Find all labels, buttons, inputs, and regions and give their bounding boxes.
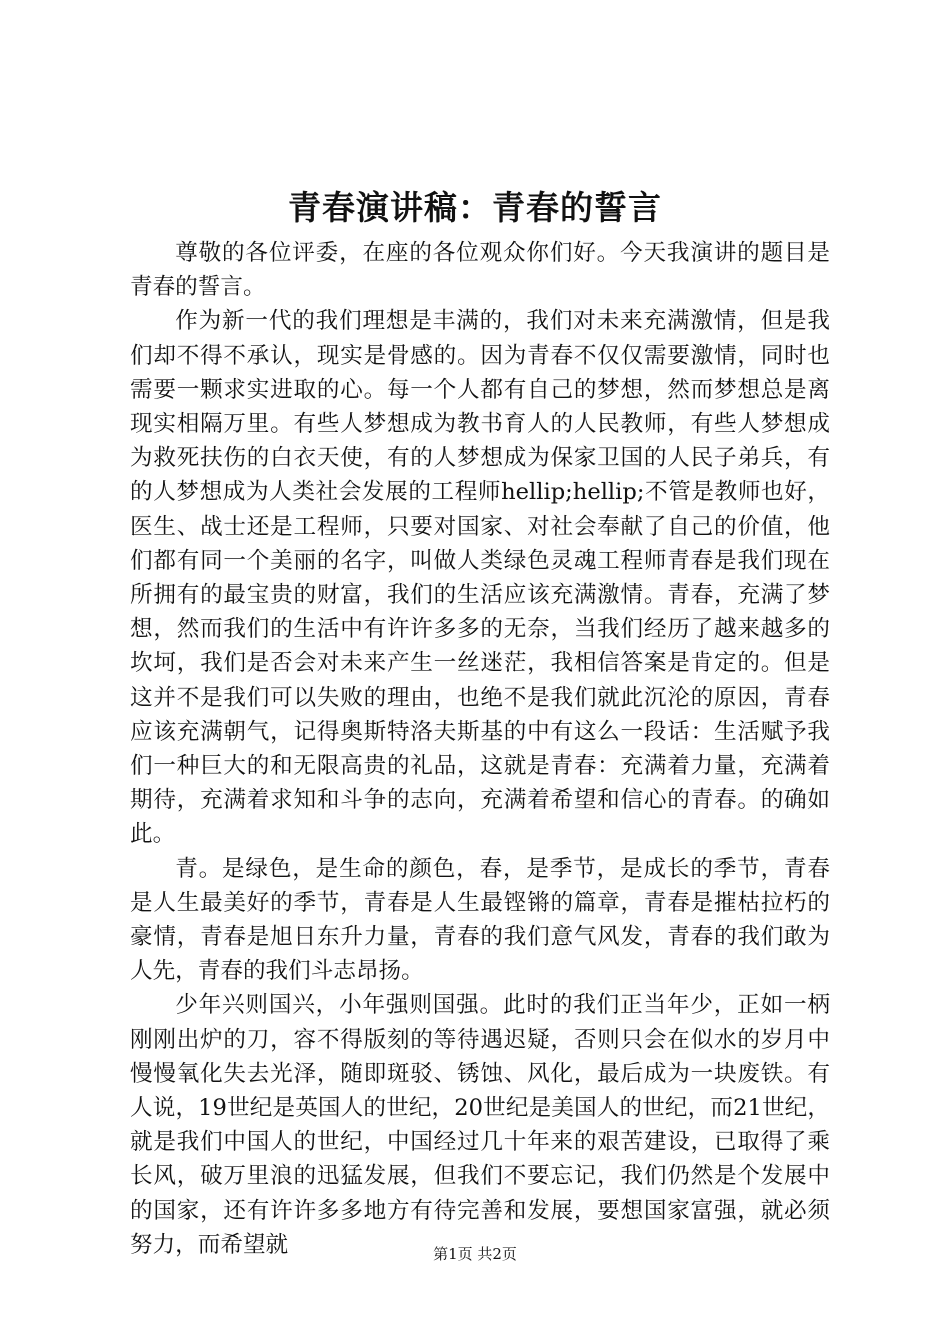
- paragraph-3: 青。是绿色，是生命的颜色，春，是季节，是成长的季节，青春是人生最美好的季节，青春是人生最铿锵的篇章，青春是摧枯拉朽的豪情，青春是旭日东升力量，青春的我们意气风发，青春的我们敢为人先，青春的我们斗志昂扬。: [130, 855, 830, 985]
- document-body: [130, 236, 830, 1262]
- paragraph-2: 作为新一代的我们理想是丰满的，我们对未来充满激情，但是我们却不得不承认，现实是骨感的。因为青春不仅仅需要激情，同时也需要一颗求实进取的心。每一个人都有自己的梦想，然而梦想总是离现实相隔万里。有些人梦想成为教书育人的人民教师，有些人梦想成为救死扶伤的白衣天使，有的人梦想成为保家卫国的人民子弟兵，有的人梦想成为人类社会发展的工程师hellip;hellip;不管是教师也好，医生、战士还是工程师，只要对国家、对社会奉献了自己的价值，他们都有同一个美丽的名字，叫做人类绿色灵魂工程师青春是我们现在所拥有的最宝贵的财富，我们的生活应该充满激情。青春，充满了梦想，然而我们的生活中有许许多多的无奈，当我们经历了越来越多的坎坷，我们是否会对未来产生一丝迷茫，我相信答案是肯定的。但是这并不是我们可以失败的理由，也绝不是我们就此沉沦的原因，青春应该充满朝气，记得奥斯特洛夫斯基的中有这么一段话：生活赋予我们一种巨大的和无限高贵的礼品，这就是青春：充满着力量，充满着期待，充满着求知和斗争的志向，充满着希望和信心的青春。的确如此。: [130, 308, 830, 848]
- page-number-footer: 第1页 共2页: [433, 1245, 517, 1263]
- paragraph-1: 尊敬的各位评委，在座的各位观众你们好。今天我演讲的题目是青春的誓言。: [130, 240, 830, 301]
- paragraph-4: 少年兴则国兴，小年强则国强。此时的我们正当年少，正如一柄刚刚出炉的刀，容不得版刻的等待遇迟疑，否则只会在似水的岁月中慢慢氧化失去光泽，随即斑驳、锈蚀、风化，最后成为一块废铁。有人说，19世纪是英国人的世纪，20世纪是美国人的世纪，而21世纪，就是我们中国人的世纪，中国经过几十年来的艰苦建设，已取得了乘长风，破万里浪的迅猛发展，但我们不要忘记，我们仍然是个发展中的国家，还有许许多多地方有待完善和发展，要想国家富强，就必须努力，而希望就: [130, 992, 830, 1258]
- document-title: 青春演讲稿：青春的誓言: [288, 188, 662, 227]
